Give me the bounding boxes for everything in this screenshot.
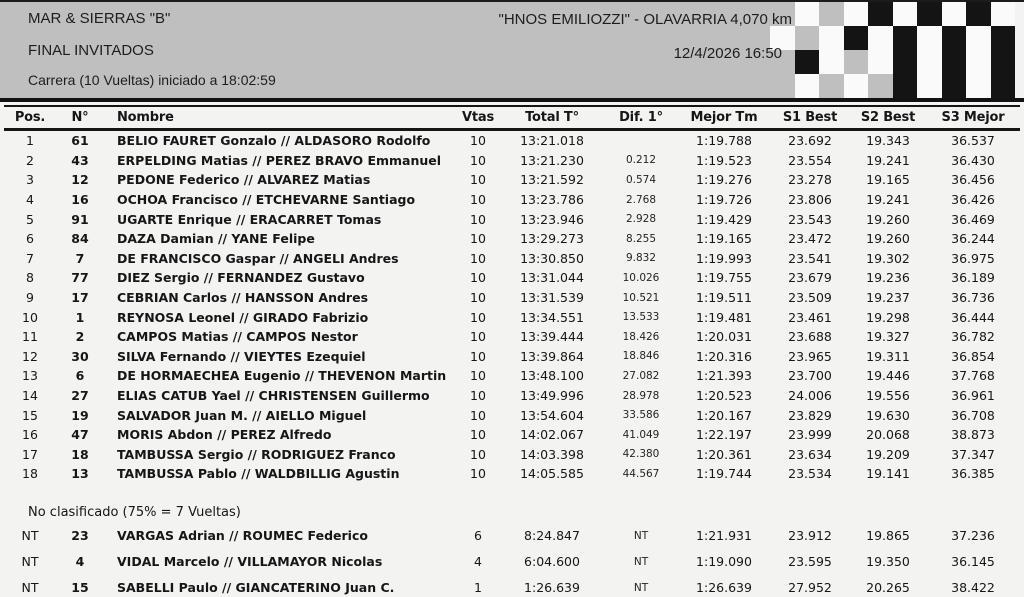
- s1-best-cell: 23.692: [788, 133, 832, 149]
- not-classified-rows: [4, 523, 1020, 597]
- pos-cell: 16: [22, 427, 38, 443]
- car-number-cell: 13: [71, 466, 89, 482]
- car-number-cell: 17: [71, 290, 89, 306]
- car-number-cell: 61: [71, 133, 89, 149]
- car-number-cell: 7: [75, 250, 85, 266]
- car-number-cell: 19: [71, 407, 89, 423]
- s2-best-cell: 19.865: [866, 528, 910, 544]
- s3-best-cell: 38.422: [951, 580, 995, 596]
- pos-cell: 18: [22, 466, 38, 482]
- checker-square: [893, 26, 918, 50]
- s3-best-cell: 36.961: [951, 388, 995, 404]
- column-header-total: Total T°: [525, 110, 579, 125]
- laps-cell: 10: [470, 172, 486, 188]
- s2-best-cell: 19.446: [866, 368, 910, 384]
- pos-cell: NT: [21, 528, 39, 544]
- total-time-cell: 13:23.786: [520, 192, 584, 208]
- result-row: [4, 151, 1020, 171]
- total-time-cell: 14:05.585: [520, 466, 584, 482]
- car-number-cell: 91: [71, 211, 89, 227]
- s2-best-cell: 19.209: [866, 446, 910, 462]
- s3-best-cell: 36.736: [951, 290, 995, 306]
- gap-cell: 2.928: [625, 213, 657, 226]
- total-time-cell: 13:31.044: [520, 270, 584, 286]
- results-table: [4, 105, 1020, 597]
- best-lap-cell: 1:21.931: [696, 528, 752, 544]
- total-time-cell: 13:23.946: [520, 211, 584, 227]
- laps-cell: 1: [474, 580, 482, 596]
- result-row: [4, 190, 1020, 210]
- driver-names-cell: BELIO FAURET Gonzalo // ALDASORO Rodolfo: [117, 133, 431, 149]
- checker-square: [917, 26, 942, 50]
- best-lap-cell: 1:19.429: [696, 211, 752, 227]
- checker-square: [819, 74, 844, 98]
- s1-best-cell: 27.952: [788, 580, 832, 596]
- best-lap-cell: 1:19.788: [696, 133, 752, 149]
- s3-best-cell: 36.456: [951, 172, 995, 188]
- laps-cell: 10: [470, 348, 486, 364]
- driver-names-cell: MORIS Abdon // PEREZ Alfredo: [117, 427, 332, 443]
- gap-cell: 18.426: [622, 330, 660, 343]
- s3-best-cell: 36.430: [951, 152, 995, 168]
- laps-cell: 10: [470, 270, 486, 286]
- best-lap-cell: 1:26.639: [696, 580, 752, 596]
- not-classified-row: [4, 575, 1020, 597]
- pos-cell: 8: [26, 270, 34, 286]
- s2-best-cell: 19.237: [866, 290, 910, 306]
- s1-best-cell: 23.688: [788, 329, 832, 345]
- gap-cell: 18.846: [622, 350, 660, 363]
- s1-best-cell: 23.472: [788, 231, 832, 247]
- gap-cell: 13.533: [622, 311, 660, 324]
- checker-square: [966, 26, 991, 50]
- event-title: "HNOS EMILIOZZI" - OLAVARRIA 4,070 km: [498, 11, 792, 28]
- result-row: [4, 366, 1020, 386]
- s3-best-cell: 36.444: [951, 309, 995, 325]
- pos-cell: 10: [22, 309, 38, 325]
- driver-names-cell: CEBRIAN Carlos // HANSSON Andres: [117, 290, 369, 306]
- car-number-cell: 1: [75, 309, 85, 325]
- best-lap-cell: 1:20.031: [696, 329, 752, 345]
- car-number-cell: 16: [71, 192, 89, 208]
- best-lap-cell: 1:19.726: [696, 192, 752, 208]
- best-lap-cell: 1:20.361: [696, 446, 752, 462]
- s1-best-cell: 24.006: [788, 388, 832, 404]
- gap-cell: 33.586: [622, 409, 660, 422]
- result-row: [4, 229, 1020, 249]
- s1-best-cell: 23.806: [788, 192, 832, 208]
- total-time-cell: 14:03.398: [520, 446, 584, 462]
- laps-cell: 10: [470, 368, 486, 384]
- result-row: [4, 386, 1020, 406]
- gap-cell: 44.567: [622, 467, 660, 480]
- car-number-cell: 23: [71, 528, 89, 544]
- s3-best-cell: 37.236: [951, 528, 995, 544]
- pos-cell: 7: [26, 250, 34, 266]
- s3-best-cell: 37.347: [951, 446, 995, 462]
- gap-cell: 2.768: [625, 193, 657, 206]
- result-row: [4, 425, 1020, 445]
- laps-cell: 10: [470, 407, 486, 423]
- best-lap-cell: 1:20.316: [696, 348, 752, 364]
- column-header-name: Nombre: [117, 110, 174, 125]
- column-header-pos: Pos.: [14, 110, 46, 125]
- driver-names-cell: OCHOA Francisco // ETCHEVARNE Santiago: [117, 192, 416, 208]
- s1-best-cell: 23.999: [788, 427, 832, 443]
- s2-best-cell: 19.327: [866, 329, 910, 345]
- s2-best-cell: 19.260: [866, 231, 910, 247]
- pos-cell: 5: [26, 211, 34, 227]
- checker-square: [966, 2, 991, 26]
- race-start-info: Carrera (10 Vueltas) iniciado a 18:02:59: [28, 72, 276, 88]
- pos-cell: NT: [21, 580, 39, 596]
- car-number-cell: 18: [71, 446, 89, 462]
- checker-square: [844, 2, 869, 26]
- report-datetime: 12/4/2026 16:50: [673, 45, 782, 62]
- checker-square: [819, 26, 844, 50]
- s1-best-cell: 23.509: [788, 290, 832, 306]
- s3-best-cell: 36.537: [951, 133, 995, 149]
- column-header-s1: S1 Best: [782, 110, 838, 125]
- driver-names-cell: DE FRANCISCO Gaspar // ANGELI Andres: [117, 250, 399, 266]
- driver-names-cell: DAZA Damian // YANE Felipe: [117, 231, 315, 247]
- driver-names-cell: REYNOSA Leonel // GIRADO Fabrizio: [117, 309, 369, 325]
- s2-best-cell: 20.068: [866, 427, 910, 443]
- s1-best-cell: 23.700: [788, 368, 832, 384]
- s1-best-cell: 23.634: [788, 446, 832, 462]
- pos-cell: 4: [26, 192, 34, 208]
- pos-cell: 9: [26, 290, 34, 306]
- gap-cell: NT: [633, 529, 649, 542]
- car-number-cell: 27: [71, 388, 89, 404]
- s3-best-cell: 36.975: [951, 250, 995, 266]
- checker-square: [844, 74, 869, 98]
- s1-best-cell: 23.595: [788, 554, 832, 570]
- checker-square: [966, 74, 991, 98]
- pos-cell: NT: [21, 554, 39, 570]
- s1-best-cell: 23.679: [788, 270, 832, 286]
- checker-square: [868, 26, 893, 50]
- checker-square: [844, 26, 869, 50]
- best-lap-cell: 1:19.165: [696, 231, 752, 247]
- total-time-cell: 13:21.230: [520, 152, 584, 168]
- s3-best-cell: 36.708: [951, 407, 995, 423]
- best-lap-cell: 1:19.744: [696, 466, 752, 482]
- s2-best-cell: 19.298: [866, 309, 910, 325]
- s2-best-cell: 19.350: [866, 554, 910, 570]
- s3-best-cell: 36.469: [951, 211, 995, 227]
- s1-best-cell: 23.534: [788, 466, 832, 482]
- result-row: [4, 131, 1020, 151]
- checker-square: [942, 26, 967, 50]
- column-header-s3: S3 Mejor: [941, 110, 1005, 125]
- pos-cell: 6: [26, 231, 34, 247]
- best-lap-cell: 1:19.993: [696, 250, 752, 266]
- column-header-best-lap: Mejor Tm: [690, 110, 758, 125]
- gap-cell: 28.978: [622, 389, 660, 402]
- total-time-cell: 13:49.996: [520, 388, 584, 404]
- s2-best-cell: 19.302: [866, 250, 910, 266]
- s2-best-cell: 19.311: [866, 348, 910, 364]
- laps-cell: 10: [470, 427, 486, 443]
- session-title: FINAL INVITADOS: [28, 42, 154, 59]
- gap-cell: NT: [633, 581, 649, 594]
- column-header-gap: Dif. 1°: [619, 110, 663, 125]
- pos-cell: 13: [22, 368, 38, 384]
- laps-cell: 10: [470, 211, 486, 227]
- driver-names-cell: CAMPOS Matias // CAMPOS Nestor: [117, 329, 358, 345]
- laps-cell: 10: [470, 152, 486, 168]
- checker-square: [893, 2, 918, 26]
- checker-square: [942, 74, 967, 98]
- s1-best-cell: 23.278: [788, 172, 832, 188]
- best-lap-cell: 1:20.523: [696, 388, 752, 404]
- result-row: [4, 268, 1020, 288]
- s1-best-cell: 23.541: [788, 250, 832, 266]
- laps-cell: 10: [470, 192, 486, 208]
- checker-square: [868, 2, 893, 26]
- pos-cell: 11: [22, 329, 38, 345]
- result-row: [4, 464, 1020, 484]
- checker-square: [795, 2, 820, 26]
- best-lap-cell: 1:19.090: [696, 554, 752, 570]
- s2-best-cell: 19.241: [866, 192, 910, 208]
- laps-cell: 10: [470, 133, 486, 149]
- s1-best-cell: 23.912: [788, 528, 832, 544]
- total-time-cell: 13:54.604: [520, 407, 584, 423]
- result-row: [4, 445, 1020, 465]
- s1-best-cell: 23.965: [788, 348, 832, 364]
- s2-best-cell: 19.556: [866, 388, 910, 404]
- checker-square: [966, 50, 991, 74]
- car-number-cell: 4: [75, 554, 85, 570]
- car-number-cell: 15: [71, 580, 89, 596]
- laps-cell: 10: [470, 231, 486, 247]
- car-number-cell: 2: [75, 329, 85, 345]
- s1-best-cell: 23.554: [788, 152, 832, 168]
- gap-cell: 10.026: [622, 271, 660, 284]
- s2-best-cell: 19.343: [866, 133, 910, 149]
- total-time-cell: 13:31.539: [520, 290, 584, 306]
- car-number-cell: 77: [71, 270, 89, 286]
- not-classified-label: No clasificado (75% = 7 Vueltas): [28, 504, 241, 520]
- result-row: [4, 249, 1020, 269]
- checkered-flag-graphic: [770, 2, 1015, 98]
- gap-cell: 0.574: [625, 173, 657, 186]
- s2-best-cell: 19.236: [866, 270, 910, 286]
- checker-square: [917, 74, 942, 98]
- s3-best-cell: 37.768: [951, 368, 995, 384]
- pos-cell: 12: [22, 348, 38, 364]
- not-classified-row: [4, 523, 1020, 549]
- checker-square: [942, 2, 967, 26]
- laps-cell: 10: [470, 309, 486, 325]
- pos-cell: 15: [22, 407, 38, 423]
- not-classified-row: [4, 549, 1020, 575]
- result-row: [4, 307, 1020, 327]
- checker-square: [991, 74, 1016, 98]
- s1-best-cell: 23.461: [788, 309, 832, 325]
- laps-cell: 10: [470, 388, 486, 404]
- total-time-cell: 13:39.444: [520, 329, 584, 345]
- driver-names-cell: DIEZ Sergio // FERNANDEZ Gustavo: [117, 270, 365, 286]
- checker-square: [770, 74, 795, 98]
- total-time-cell: 13:48.100: [520, 368, 584, 384]
- driver-names-cell: DE HORMAECHEA Eugenio // THEVENON Martin: [117, 368, 447, 384]
- checker-square: [942, 50, 967, 74]
- column-header-laps: Vtas: [462, 110, 494, 125]
- driver-names-cell: ERPELDING Matias // PEREZ BRAVO Emmanuel: [117, 152, 442, 168]
- car-number-cell: 47: [71, 427, 89, 443]
- s3-best-cell: 36.189: [951, 270, 995, 286]
- total-time-cell: 14:02.067: [520, 427, 584, 443]
- s3-best-cell: 36.385: [951, 466, 995, 482]
- best-lap-cell: 1:19.481: [696, 309, 752, 325]
- gap-cell: 41.049: [622, 428, 660, 441]
- driver-names-cell: VARGAS Adrian // ROUMEC Federico: [117, 528, 368, 544]
- result-row: [4, 288, 1020, 308]
- series-title: MAR & SIERRAS "B": [28, 10, 171, 27]
- car-number-cell: 43: [71, 152, 89, 168]
- total-time-cell: 13:21.592: [520, 172, 584, 188]
- table-header-row: [4, 107, 1020, 128]
- car-number-cell: 84: [71, 231, 89, 247]
- driver-names-cell: PEDONE Federico // ALVAREZ Matias: [117, 172, 371, 188]
- checker-square: [991, 50, 1016, 74]
- total-time-cell: 13:39.864: [520, 348, 584, 364]
- s3-best-cell: 36.145: [951, 554, 995, 570]
- car-number-cell: 6: [75, 368, 85, 384]
- gap-cell: 9.832: [625, 252, 657, 265]
- best-lap-cell: 1:19.523: [696, 152, 752, 168]
- total-time-cell: 13:29.273: [520, 231, 584, 247]
- driver-names-cell: SABELLI Paulo // GIANCATERINO Juan C.: [117, 580, 395, 596]
- s3-best-cell: 36.782: [951, 329, 995, 345]
- driver-names-cell: SILVA Fernando // VIEYTES Ezequiel: [117, 348, 366, 364]
- checker-square: [917, 50, 942, 74]
- result-row: [4, 209, 1020, 229]
- best-lap-cell: 1:22.197: [696, 427, 752, 443]
- s2-best-cell: 19.165: [866, 172, 910, 188]
- gap-cell: NT: [633, 555, 649, 568]
- laps-cell: 10: [470, 290, 486, 306]
- pos-cell: 2: [26, 152, 34, 168]
- laps-cell: 10: [470, 466, 486, 482]
- result-row: [4, 347, 1020, 367]
- checker-square: [819, 2, 844, 26]
- best-lap-cell: 1:21.393: [696, 368, 752, 384]
- pos-cell: 14: [22, 388, 38, 404]
- checker-square: [893, 74, 918, 98]
- driver-names-cell: TAMBUSSA Sergio // RODRIGUEZ Franco: [117, 446, 396, 462]
- car-number-cell: 12: [71, 172, 89, 188]
- result-row: [4, 170, 1020, 190]
- s2-best-cell: 19.141: [866, 466, 910, 482]
- column-header-number: N°: [71, 110, 89, 125]
- header-divider-rule: [0, 98, 1024, 102]
- checker-square: [991, 2, 1016, 26]
- gap-cell: 0.212: [625, 154, 657, 167]
- checker-square: [819, 50, 844, 74]
- checker-square: [868, 50, 893, 74]
- laps-cell: 10: [470, 329, 486, 345]
- s2-best-cell: 19.241: [866, 152, 910, 168]
- laps-cell: 6: [474, 528, 482, 544]
- s3-best-cell: 38.873: [951, 427, 995, 443]
- s2-best-cell: 19.630: [866, 407, 910, 423]
- gap-cell: 10.521: [622, 291, 660, 304]
- checker-square: [893, 50, 918, 74]
- checker-square: [795, 26, 820, 50]
- laps-cell: 4: [474, 554, 482, 570]
- classified-rows: [4, 131, 1020, 484]
- checker-square: [917, 2, 942, 26]
- total-time-cell: 6:04.600: [524, 554, 580, 570]
- s2-best-cell: 19.260: [866, 211, 910, 227]
- driver-names-cell: SALVADOR Juan M. // AIELLO Miguel: [117, 407, 367, 423]
- laps-cell: 10: [470, 250, 486, 266]
- total-time-cell: 13:21.018: [520, 133, 584, 149]
- s3-best-cell: 36.426: [951, 192, 995, 208]
- gap-cell: 27.082: [622, 369, 660, 382]
- checker-square: [991, 26, 1016, 50]
- pos-cell: 1: [26, 133, 34, 149]
- pos-cell: 17: [22, 446, 38, 462]
- checker-square: [795, 74, 820, 98]
- driver-names-cell: UGARTE Enrique // ERACARRET Tomas: [117, 211, 382, 227]
- total-time-cell: 13:30.850: [520, 250, 584, 266]
- checker-square: [868, 74, 893, 98]
- total-time-cell: 13:34.551: [520, 309, 584, 325]
- s1-best-cell: 23.829: [788, 407, 832, 423]
- total-time-cell: 8:24.847: [524, 528, 580, 544]
- driver-names-cell: TAMBUSSA Pablo // WALDBILLIG Agustin: [117, 466, 400, 482]
- column-header-s2: S2 Best: [860, 110, 916, 125]
- pos-cell: 3: [26, 172, 34, 188]
- best-lap-cell: 1:20.167: [696, 407, 752, 423]
- driver-names-cell: ELIAS CATUB Yael // CHRISTENSEN Guillermo: [117, 388, 430, 404]
- best-lap-cell: 1:19.276: [696, 172, 752, 188]
- checker-square: [844, 50, 869, 74]
- gap-cell: 8.255: [625, 232, 657, 245]
- best-lap-cell: 1:19.755: [696, 270, 752, 286]
- laps-cell: 10: [470, 446, 486, 462]
- gap-cell: 42.380: [622, 448, 660, 461]
- total-time-cell: 1:26.639: [524, 580, 580, 596]
- s2-best-cell: 20.265: [866, 580, 910, 596]
- s3-best-cell: 36.854: [951, 348, 995, 364]
- driver-names-cell: VIDAL Marcelo // VILLAMAYOR Nicolas: [117, 554, 383, 570]
- car-number-cell: 30: [71, 348, 89, 364]
- s3-best-cell: 36.244: [951, 231, 995, 247]
- checker-square: [795, 50, 820, 74]
- result-row: [4, 405, 1020, 425]
- best-lap-cell: 1:19.511: [696, 290, 752, 306]
- result-row: [4, 327, 1020, 347]
- s1-best-cell: 23.543: [788, 211, 832, 227]
